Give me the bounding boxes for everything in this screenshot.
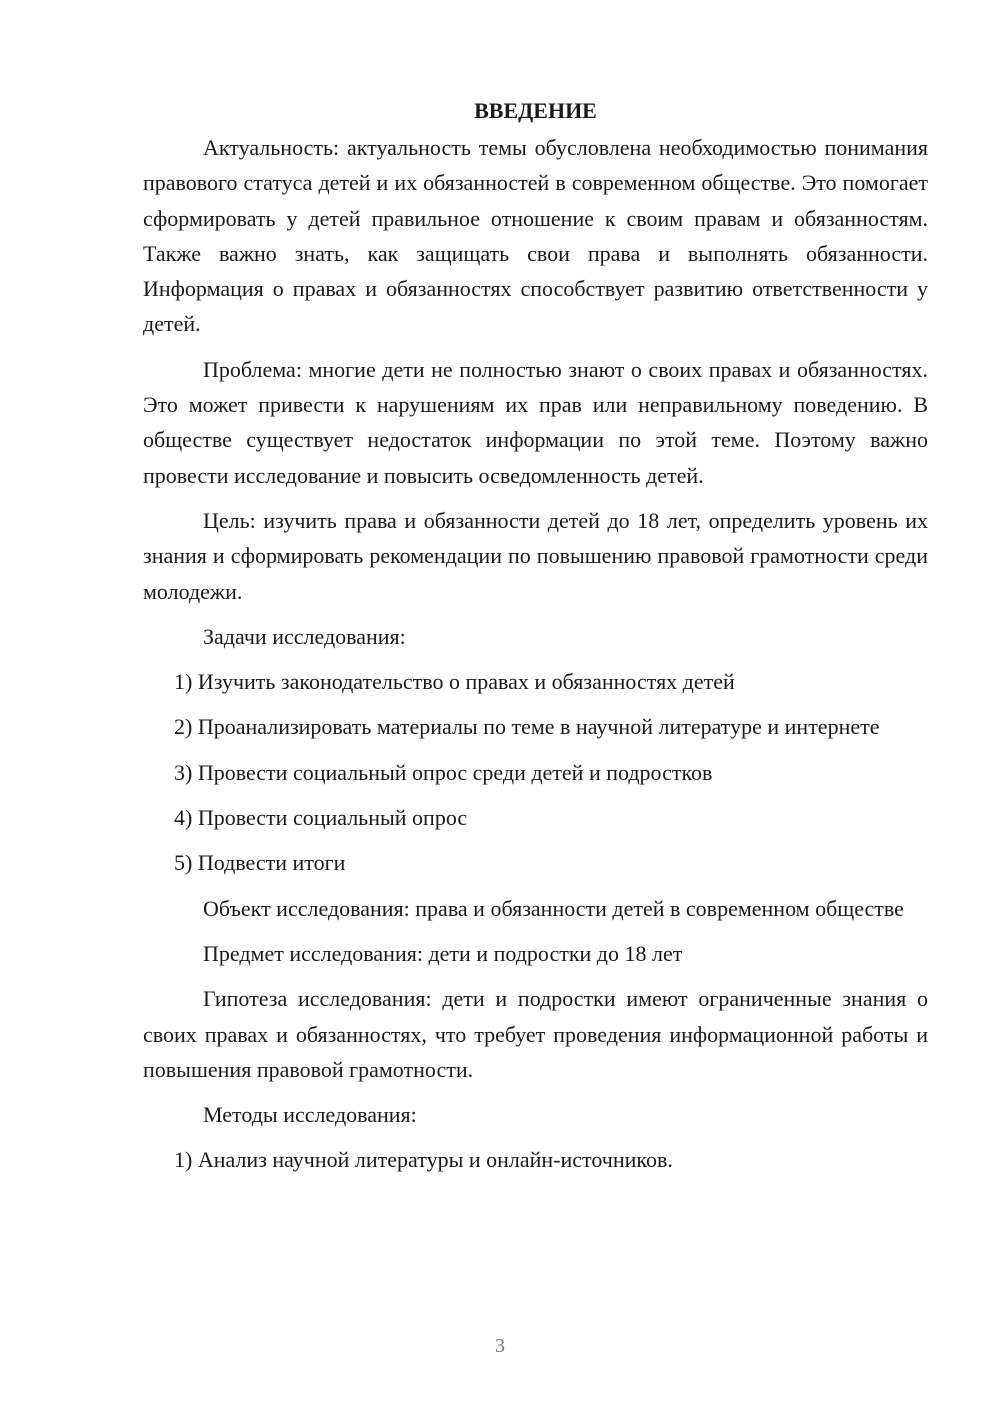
paragraph-subject: Предмет исследования: дети и подростки до 18 лет [203, 940, 683, 966]
paragraph-relevance: Актуальность: актуальность темы обусловлена необходимостью понимания правового статуса детей и их обязанностей в современном обществе. Это помогает сформировать у детей правильное отношение к своим правам и обязанностям. Также важно знать, как защищать свои права и выполнять обязанности. Информация о правах и обязанностях способствует развитию ответственности у детей. [143, 135, 928, 337]
list-item-task-5: 5) Подвести итоги [174, 850, 346, 876]
list-item-task-3: 3) Провести социальный опрос среди детей и подростков [174, 759, 713, 785]
paragraph-hypothesis: Гипотеза исследования: дети и подростки имеют ограниченные знания о своих правах и обязанностях, что требует проведения информационной работы и повышения правовой грамотности. [143, 986, 928, 1082]
paragraph-problem: Проблема: многие дети не полностью знают о своих правах и обязанностях. Это может привести к нарушениям их прав или неправильному поведению. В обществе существует недостаток информации по этой теме. Поэтому важно провести исследование и повысить осведомленность детей. [143, 356, 928, 488]
list-item-task-4: 4) Провести социальный опрос [174, 805, 468, 831]
list-item-method-1: 1) Анализ научной литературы и онлайн-источников. [174, 1147, 673, 1173]
section-heading: ВВЕДЕНИЕ [474, 98, 597, 123]
page-number: 3 [495, 1335, 505, 1357]
paragraph-methods-heading: Методы исследования: [203, 1102, 417, 1128]
document-body [143, 93, 928, 1188]
list-item-task-2: 2) Проанализировать материалы по теме в научной литературе и интернете [174, 714, 880, 740]
paragraph-tasks-heading: Задачи исследования: [203, 623, 406, 649]
paragraph-object: Объект исследования: права и обязанности детей в современном обществе [203, 895, 904, 921]
paragraph-goal: Цель: изучить права и обязанности детей до 18 лет, определить уровень их знания и сформировать рекомендации по повышению правовой грамотности среди молодежи. [143, 507, 928, 604]
list-item-task-1: 1) Изучить законодательство о правах и обязанностях детей [174, 669, 735, 695]
